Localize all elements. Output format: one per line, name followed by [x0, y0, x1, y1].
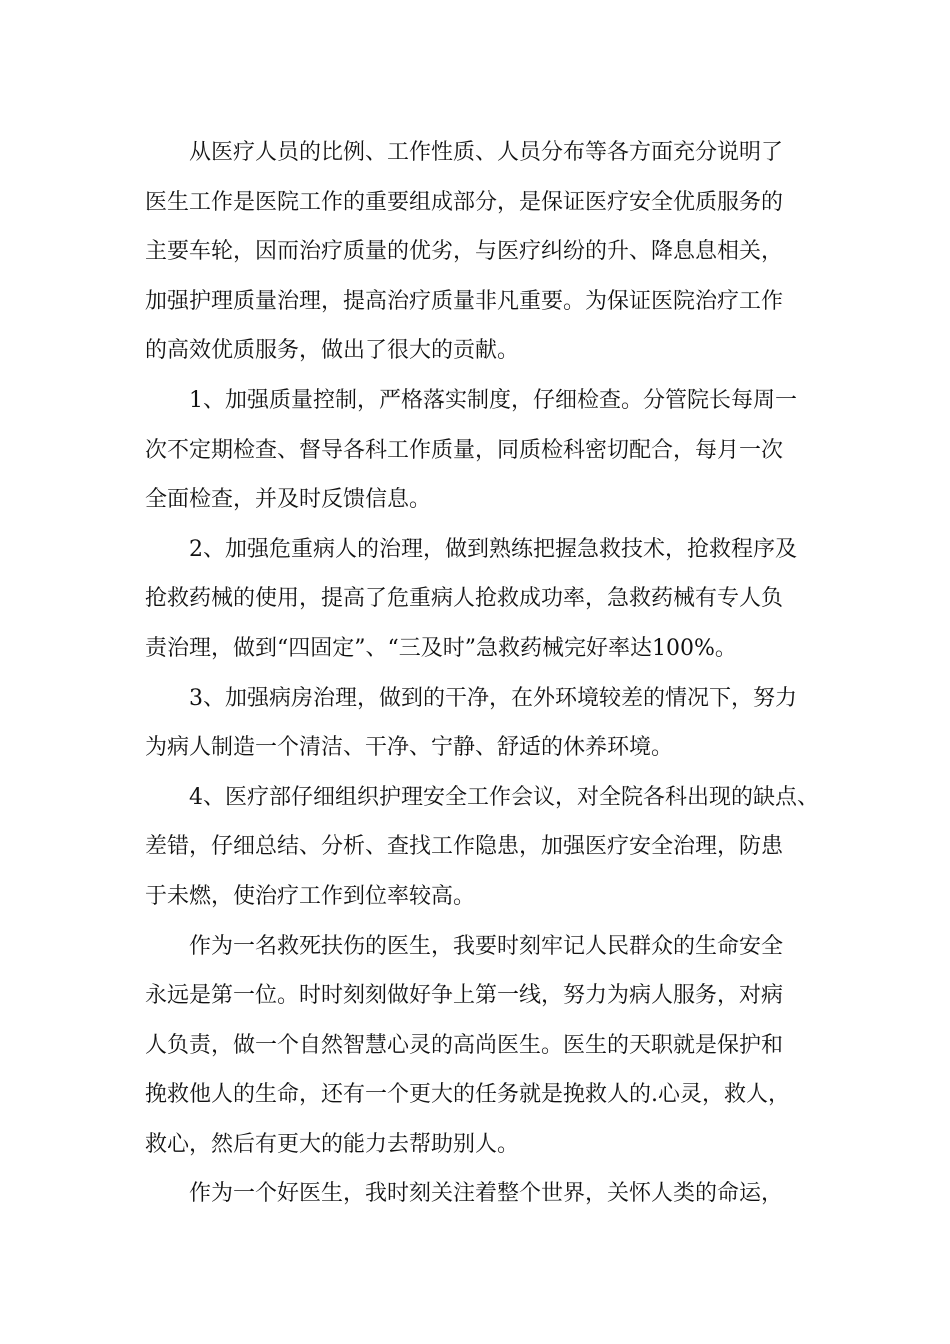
- text-line: 全面检查，并及时反馈信息。: [145, 487, 432, 513]
- text-line: 作为一名救死扶伤的医生，我要时刻牢记人民群众的生命安全: [189, 933, 784, 959]
- text-line: 次不定期检查、督导各科工作质量，同质检科密切配合，每月一次: [145, 437, 784, 463]
- paragraph-good-doctor: [145, 1169, 845, 1219]
- text-line: 主要车轮，因而治疗质量的优劣，与医疗纠纷的升、降息息相关，: [145, 239, 784, 265]
- paragraph-item-4: [145, 773, 845, 922]
- text-line: 抢救药械的使用，提高了危重病人抢救成功率，急救药械有专人负: [145, 586, 784, 612]
- text-line: 作为一个好医生，我时刻关注着整个世界，关怀人类的命运，: [189, 1181, 784, 1207]
- text-line: 人负责，做一个自然智慧心灵的高尚医生。医生的天职就是保护和: [145, 1032, 784, 1058]
- paragraph-item-1: [145, 376, 845, 525]
- paragraph-item-3: [145, 674, 845, 773]
- paragraph-doctor-duty: [145, 922, 845, 1170]
- text-line: 4、医疗部仔细组织护理安全工作会议，对全院各科出现的缺点、: [189, 784, 819, 810]
- text-line: 2、加强危重病人的治理，做到熟练把握急救技术，抢救程序及: [189, 536, 797, 562]
- text-line: 医生工作是医院工作的重要组成部分，是保证医疗安全优质服务的: [145, 189, 784, 215]
- text-line: 责治理，做到“四固定”、“三及时”急救药械完好率达100%。: [145, 635, 737, 661]
- text-line: 加强护理质量治理，提高治疗质量非凡重要。为保证医院治疗工作: [145, 288, 784, 314]
- text-line: 为病人制造一个清洁、干净、宁静、舒适的休养环境。: [145, 735, 674, 761]
- text-line: 永远是第一位。时时刻刻做好争上第一线，努力为病人服务，对病: [145, 983, 784, 1009]
- document-body: [145, 128, 845, 1219]
- text-line: 3、加强病房治理，做到的干净，在外环境较差的情况下，努力: [189, 685, 797, 711]
- paragraph-item-2: [145, 525, 845, 674]
- text-line: 救心，然后有更大的能力去帮助别人。: [145, 1131, 520, 1157]
- text-line: 于未燃，使治疗工作到位率较高。: [145, 883, 476, 909]
- text-line: 的高效优质服务，做出了很大的贡献。: [145, 338, 520, 364]
- paragraph-intro: [145, 128, 845, 376]
- text-line: 从医疗人员的比例、工作性质、人员分布等各方面充分说明了: [189, 140, 784, 165]
- text-line: 差错，仔细总结、分析、查找工作隐患，加强医疗安全治理，防患: [145, 834, 784, 860]
- text-line: 1、加强质量控制，严格落实制度，仔细检查。分管院长每周一: [189, 387, 797, 413]
- text-line: 挽救他人的生命，还有一个更大的任务就是挽救人的.心灵，救人，: [145, 1082, 790, 1108]
